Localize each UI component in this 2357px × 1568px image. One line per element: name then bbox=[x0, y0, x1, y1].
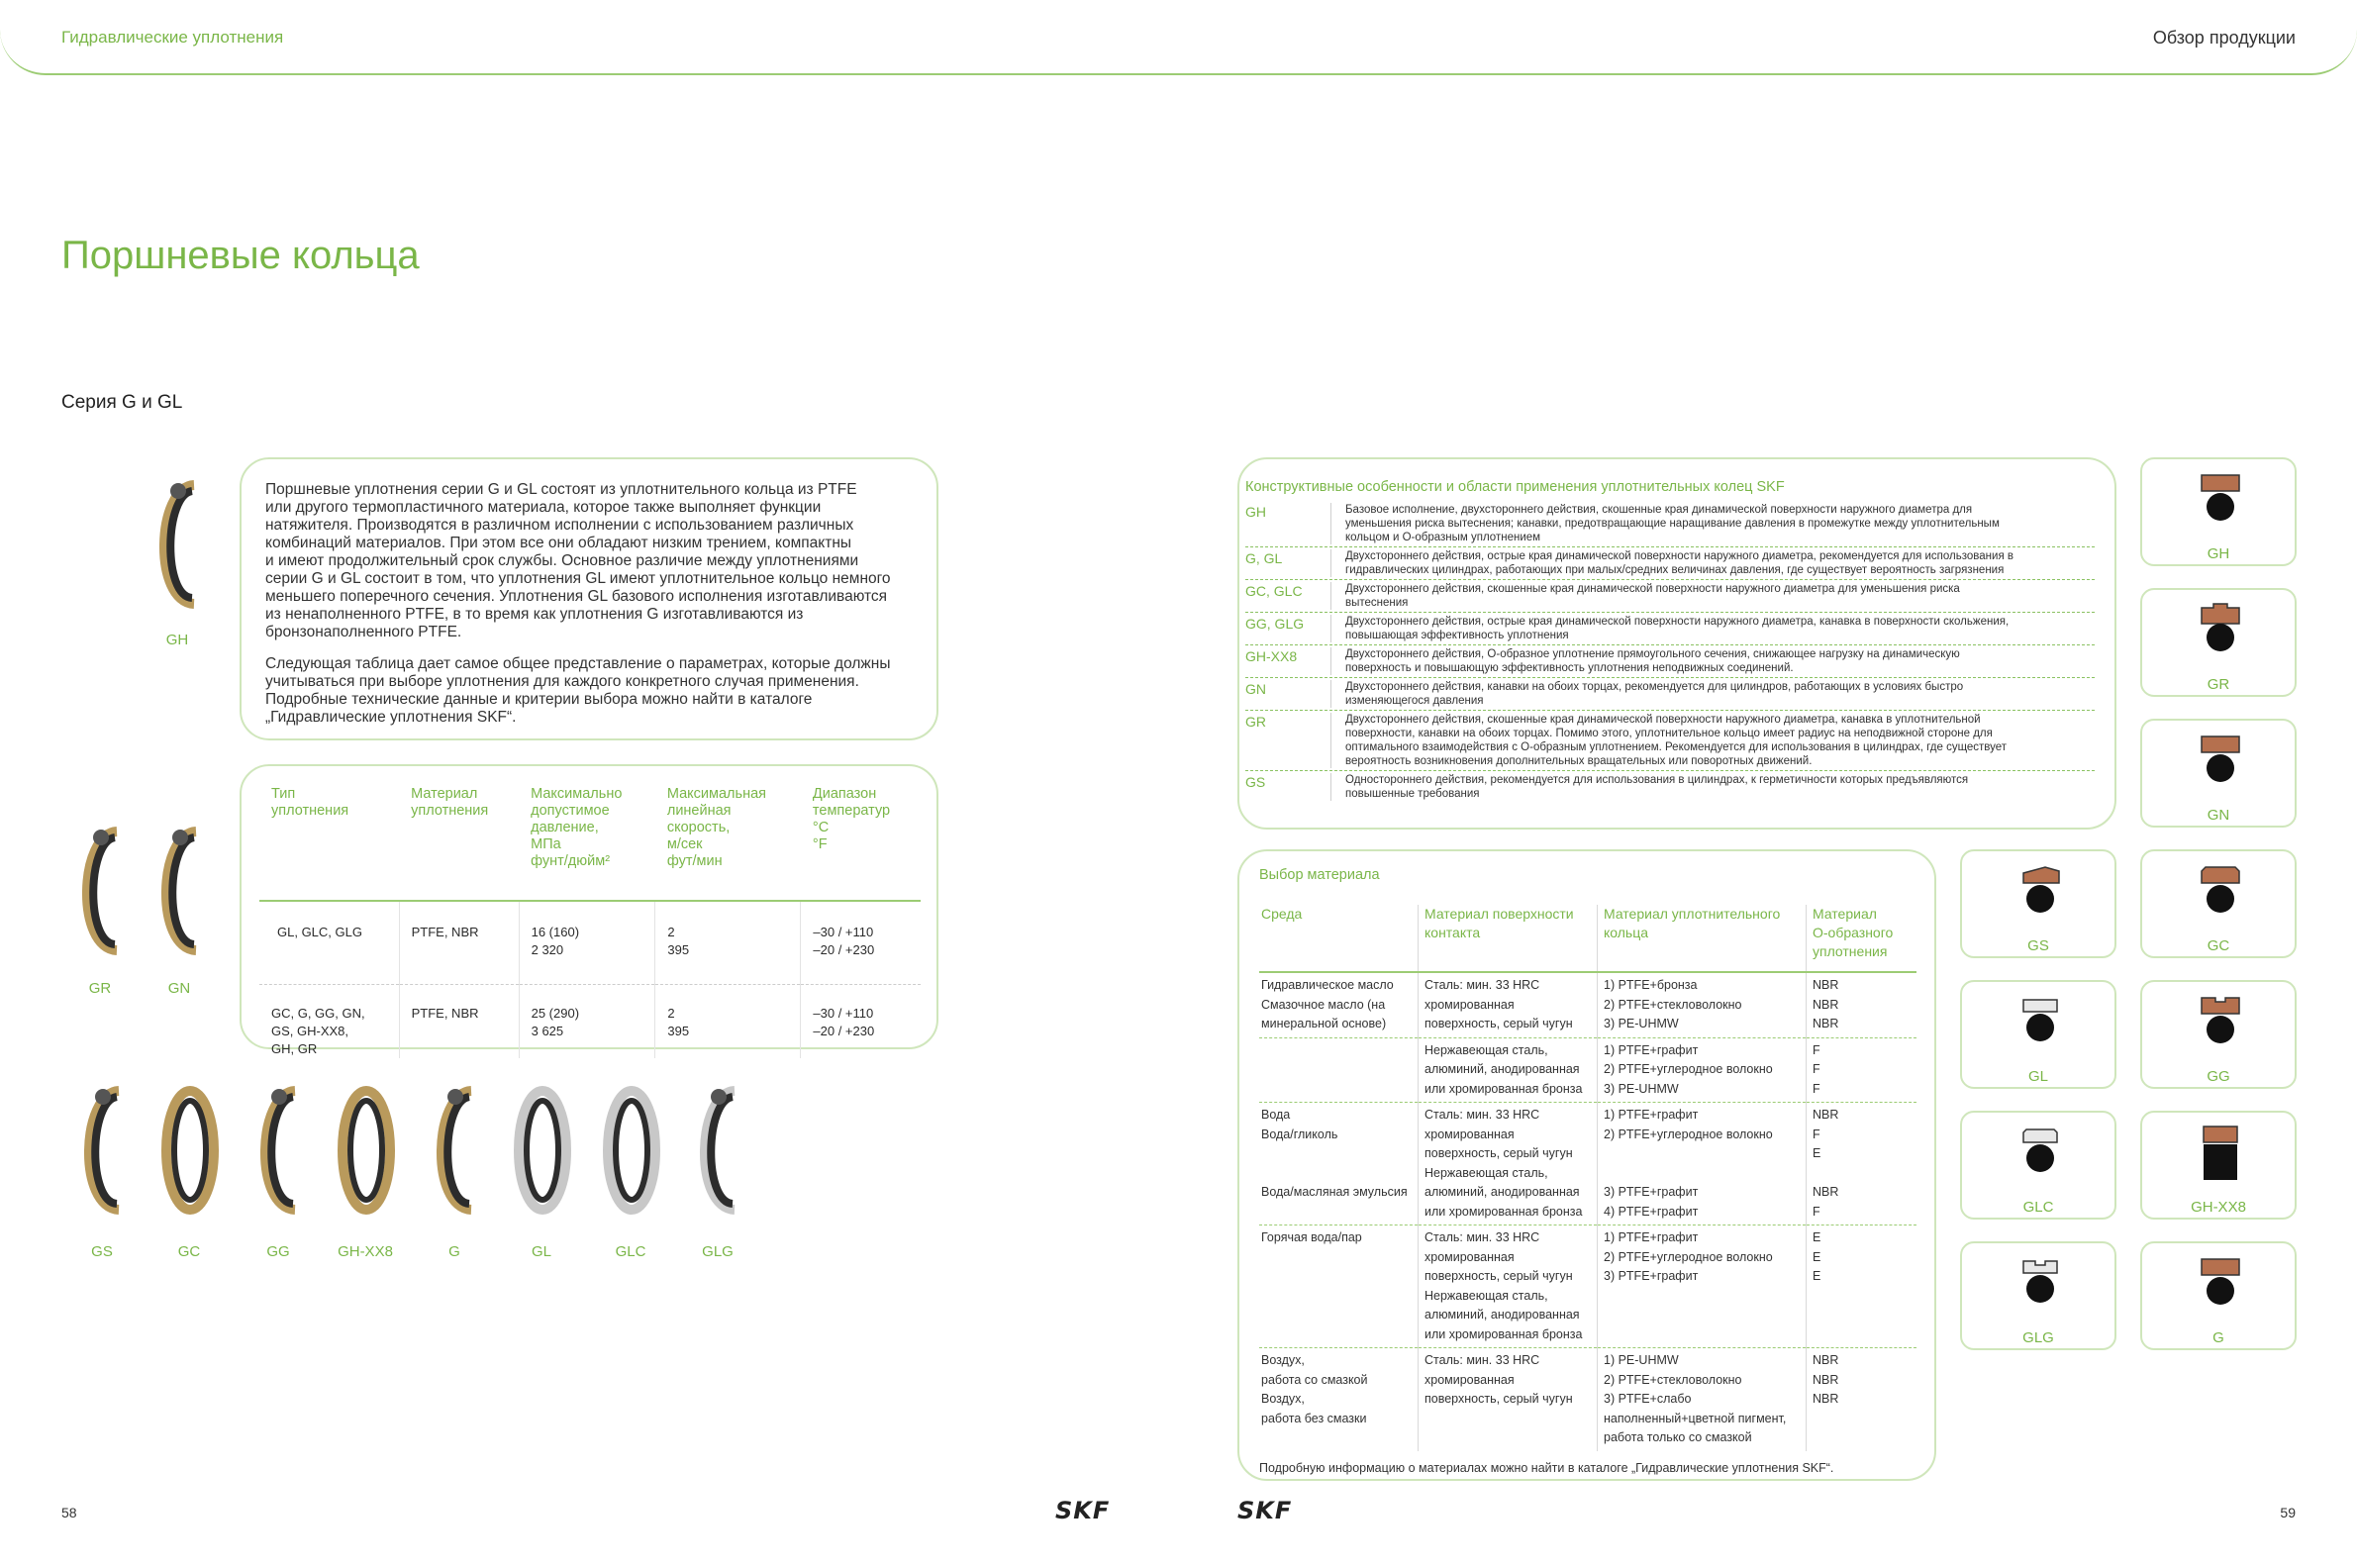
page-title: Поршневые кольца bbox=[61, 234, 420, 277]
materials-cell: E E E bbox=[1807, 1225, 1917, 1348]
params-header-pressure: Максимально допустимое давление, МПа фунт/дюйм² bbox=[531, 786, 623, 869]
profile-tile-gc bbox=[2140, 849, 2297, 958]
profile-tile-gl bbox=[1960, 980, 2116, 1089]
seal-label-gc: GC bbox=[177, 1243, 201, 1260]
intro-box bbox=[240, 457, 938, 740]
gs-profile-icon bbox=[2015, 863, 2065, 923]
feature-desc: Одностороннего действия, рекомендуется для использования в цилиндрах, к герметичности которых предъявляются повышенные требования bbox=[1330, 773, 2095, 801]
profile-label-glc: GLC bbox=[2022, 1199, 2054, 1216]
gh-profile-icon bbox=[2196, 471, 2245, 531]
materials-panel bbox=[1259, 867, 1916, 1475]
params-r2-material: PTFE, NBR bbox=[399, 984, 519, 1058]
header-chapter-title: Обзор продукции bbox=[2152, 28, 2296, 48]
feature-row bbox=[1245, 771, 2095, 803]
materials-header-ring: Материал уплотнительного кольца bbox=[1598, 905, 1807, 972]
params-r2-type: GC, G, GG, GN, GS, GH-XX8, GH, GR bbox=[271, 1005, 365, 1056]
feature-row bbox=[1245, 547, 2095, 580]
params-r1-type: GL, GLC, GLG bbox=[277, 925, 362, 939]
materials-cell: Вода Вода/гликоль Вода/масляная эмульсия bbox=[1261, 1108, 1408, 1199]
params-r2-pressure: 25 (290) 3 625 bbox=[519, 984, 655, 1058]
page-number-right: 59 bbox=[2280, 1505, 2296, 1520]
materials-cell: 1) PTFE+графит 2) PTFE+углеродное волокно 3) PE-UHMW bbox=[1598, 1037, 1807, 1103]
materials-cell: F F F bbox=[1807, 1037, 1917, 1103]
feature-desc: Двухстороннего действия, O-образное уплотнение прямоугольного сечения, снижающее нагрузку на динамическую поверхность и повышающую эффективность уплотнения неподвижных соединений. bbox=[1330, 647, 2095, 675]
profile-label-gh-xx8: GH-XX8 bbox=[2191, 1199, 2246, 1216]
features-panel bbox=[1245, 479, 2095, 803]
skf-logo-right: SKF bbox=[1237, 1497, 1293, 1524]
feature-row bbox=[1245, 613, 2095, 645]
params-r1-material: PTFE, NBR bbox=[399, 901, 519, 984]
seal-label-gh-xx8: GH-XX8 bbox=[338, 1243, 393, 1260]
profile-label-glg: GLG bbox=[2022, 1329, 2054, 1346]
feature-desc: Двухстороннего действия, острые края динамической поверхности наружного диаметра, канавка в поверхности скольжения, повышающая эффективность уплотнения bbox=[1330, 615, 2095, 642]
profile-label-gh: GH bbox=[2207, 545, 2230, 562]
profile-label-gg: GG bbox=[2207, 1068, 2230, 1085]
gs-seal-image bbox=[71, 1083, 135, 1218]
glc-seal-image bbox=[600, 1083, 663, 1218]
feature-code: GS bbox=[1245, 774, 1266, 790]
feature-code: GN bbox=[1245, 681, 1266, 697]
profile-tile-gr bbox=[2140, 588, 2297, 697]
materials-table bbox=[1259, 905, 1916, 1451]
header-section-title: Гидравлические уплотнения bbox=[61, 28, 284, 47]
profile-tile-gg bbox=[2140, 980, 2297, 1089]
feature-code: GG, GLG bbox=[1245, 616, 1305, 632]
feature-row bbox=[1245, 580, 2095, 613]
materials-cell: Сталь: мин. 33 HRC хромированная поверхность, серый чугун bbox=[1419, 1348, 1598, 1451]
feature-row bbox=[1245, 645, 2095, 678]
profile-tile-gh-xx8 bbox=[2140, 1111, 2297, 1220]
gc-profile-icon bbox=[2196, 863, 2245, 923]
feature-code: G, GL bbox=[1245, 550, 1283, 566]
params-header-temp: Диапазон температур °C °F bbox=[812, 786, 891, 852]
params-r1-speed: 2 395 bbox=[655, 901, 801, 984]
feature-desc: Двухстороннего действия, острые края динамической поверхности наружного диаметра, рекомендуется для использования в гидравлических цилиндрах, работающих при малых/средних величинах давления, где существует вероятность загрязнения bbox=[1330, 549, 2095, 577]
intro-paragraph-2: Следующая таблица дает самое общее представление о параметрах, которые должны учитываться при выборе уплотнения для каждого конкретного случая применения. Подробные технические данные и критерии выбора можно найти в каталоге „Гидравлические уплотнения SKF“. bbox=[265, 655, 891, 726]
feature-desc: Двухстороннего действия, канавки на обоих торцах, рекомендуется для цилиндров, работающих в условиях быстро изменяющегося давления bbox=[1330, 680, 2095, 708]
gr-seal-image bbox=[69, 824, 133, 958]
materials-cell: 1) PE-UHMW 2) PTFE+стекловолокно 3) PTFE+слабо наполненный+цветной пигмент, работа только со смазкой bbox=[1598, 1348, 1807, 1451]
seal-gallery bbox=[65, 1083, 778, 1260]
page-number-left: 58 bbox=[61, 1505, 77, 1520]
params-r2-temp: –30 / +110 –20 / +230 bbox=[801, 984, 921, 1058]
gl-profile-icon bbox=[2015, 994, 2065, 1053]
params-table bbox=[259, 786, 921, 1058]
materials-cell: NBR F E NBR F bbox=[1807, 1103, 1917, 1225]
profile-tile-glc bbox=[1960, 1111, 2116, 1220]
gg-profile-icon bbox=[2196, 994, 2245, 1053]
skf-logo-left: SKF bbox=[1055, 1497, 1111, 1524]
seal-label-gl: GL bbox=[531, 1243, 551, 1260]
params-r1-pressure: 16 (160) 2 320 bbox=[519, 901, 655, 984]
seal-label-gs: GS bbox=[91, 1243, 113, 1260]
materials-cell: 1) PTFE+бронза 2) PTFE+стекловолокно 3) PE-UHMW bbox=[1598, 972, 1807, 1037]
gn-seal-image bbox=[148, 824, 212, 958]
profile-label-gc: GC bbox=[2207, 937, 2230, 954]
materials-header-medium: Среда bbox=[1261, 906, 1303, 922]
profile-label-gr: GR bbox=[2207, 676, 2230, 693]
g-seal-image bbox=[424, 1083, 487, 1218]
feature-desc: Двухстороннего действия, скошенные края динамической поверхности наружного диаметра, канавка в уплотнительной поверхности, канавки на обоих торцах. Помимо этого, уплотнительное кольцо имеет радиус на неподвижной стороне для оптимального взаимодействия с O-образным уплотнением. Рекомендуется для использования в цилиндрах, где существует вероятность возникновения дополнительных вращательных или поворотных движений. bbox=[1330, 713, 2095, 768]
materials-row bbox=[1259, 1225, 1916, 1348]
gh-seal-label: GH bbox=[165, 632, 189, 648]
seal-label-gg: GG bbox=[266, 1243, 290, 1260]
seal-label-g: G bbox=[448, 1243, 460, 1260]
gn-profile-icon bbox=[2196, 733, 2245, 792]
materials-cell: Сталь: мин. 33 HRC хромированная поверхность, серый чугун bbox=[1419, 972, 1598, 1037]
materials-header-surface: Материал поверхности контакта bbox=[1419, 905, 1598, 972]
intro-paragraph-1: Поршневые уплотнения серии G и GL состоят из уплотнительного кольца из PTFE или другого термопластичного материала, которое также выполняет функции натяжителя. Производятся в различном исполнении с использованием различных комбинаций материалов. При этом все они обладают низким трением, компактны и имеют продолжительный срок службы. Основное различие между уплотнениями серии G и GL состоит в том, что уплотнения GL имеют уплотнительное кольцо немного меньшего поперечного сечения. Уплотнения GL базового исполнения изготавливаются из ненаполненного PTFE, в то время как уплотнения G изготавливаются из бронзонаполненного PTFE. bbox=[265, 481, 891, 640]
profile-tile-glg bbox=[1960, 1241, 2116, 1350]
gl-seal-image bbox=[511, 1083, 574, 1218]
materials-cell: NBR NBR NBR bbox=[1807, 1348, 1917, 1451]
gr-seal-label: GR bbox=[88, 980, 112, 997]
feature-row bbox=[1245, 711, 2095, 771]
feature-desc: Двухстороннего действия, скошенные края динамической поверхности наружного диаметра для уменьшения риска вытеснения bbox=[1330, 582, 2095, 610]
features-title: Конструктивные особенности и области применения уплотнительных колец SKF bbox=[1245, 479, 1785, 495]
materials-cell: Воздух, работа со смазкой Воздух, работа без смазки bbox=[1261, 1353, 1368, 1425]
feature-code: GH bbox=[1245, 504, 1266, 520]
params-header-type: Тип уплотнения bbox=[271, 786, 349, 819]
materials-cell: NBR NBR NBR bbox=[1807, 972, 1917, 1037]
gh-xx8-profile-icon bbox=[2196, 1125, 2245, 1184]
feature-desc: Базовое исполнение, двухстороннего действия, скошенные края динамической поверхности наружного диаметра для уменьшения риска вытеснения; канавки, предотвращающие наращивание давления в промежутке между уплотнительным кольцом и O-образным уплотнением bbox=[1330, 503, 2095, 544]
materials-header-oring: Материал O-образного уплотнения bbox=[1807, 905, 1917, 972]
materials-cell: 1) PTFE+графит 2) PTFE+углеродное волокно 3) PTFE+графит 4) PTFE+графит bbox=[1598, 1103, 1807, 1225]
feature-row bbox=[1245, 678, 2095, 711]
seal-label-glc: GLC bbox=[615, 1243, 646, 1260]
params-r1-temp: –30 / +110 –20 / +230 bbox=[801, 901, 921, 984]
gh-xx8-seal-image bbox=[335, 1083, 398, 1218]
materials-note: Подробную информацию о материалах можно найти в каталоге „Гидравлические уплотнения SKF“. bbox=[1259, 1460, 1834, 1475]
series-subtitle: Серия G и GL bbox=[61, 392, 183, 413]
materials-row bbox=[1259, 972, 1916, 1037]
profile-tile-gn bbox=[2140, 719, 2297, 828]
feature-code: GH-XX8 bbox=[1245, 648, 1298, 664]
gg-seal-image bbox=[247, 1083, 311, 1218]
materials-row bbox=[1259, 1348, 1916, 1451]
glg-profile-icon bbox=[2015, 1255, 2065, 1315]
materials-cell: Нержавеющая сталь, алюминий, анодированная или хромированная бронза bbox=[1419, 1037, 1598, 1103]
params-r2-speed: 2 395 bbox=[655, 984, 801, 1058]
profile-label-g: G bbox=[2212, 1329, 2224, 1346]
materials-cell: Горячая вода/пар bbox=[1261, 1230, 1362, 1244]
seal-label-glg: GLG bbox=[702, 1243, 734, 1260]
params-header-speed: Максимальная линейная скорость, м/сек фут/мин bbox=[666, 786, 766, 869]
glg-seal-image bbox=[687, 1083, 750, 1218]
glc-profile-icon bbox=[2015, 1125, 2065, 1184]
materials-cell: 1) PTFE+графит 2) PTFE+углеродное волокно 3) PTFE+графит bbox=[1598, 1225, 1807, 1348]
params-header-material: Материал уплотнения bbox=[411, 786, 489, 819]
profile-tile-gh bbox=[2140, 457, 2297, 566]
profile-label-gs: GS bbox=[2027, 937, 2049, 954]
profile-tile-gs bbox=[1960, 849, 2116, 958]
materials-title: Выбор материала bbox=[1259, 867, 1380, 883]
materials-cell: Сталь: мин. 33 HRC хромированная поверхность, серый чугун Нержавеющая сталь, алюминий, анодированная или хромированная бронза bbox=[1419, 1103, 1598, 1225]
materials-row bbox=[1259, 1037, 1916, 1103]
materials-cell: Гидравлическое масло Смазочное масло (на минеральной основе) bbox=[1261, 978, 1394, 1030]
feature-code: GC, GLC bbox=[1245, 583, 1303, 599]
gc-seal-image bbox=[158, 1083, 222, 1218]
materials-cell: Сталь: мин. 33 HRC хромированная поверхность, серый чугун Нержавеющая сталь, алюминий, анодированная или хромированная бронза bbox=[1419, 1225, 1598, 1348]
profile-tile-g bbox=[2140, 1241, 2297, 1350]
materials-cell bbox=[1259, 1037, 1419, 1103]
feature-code: GR bbox=[1245, 714, 1266, 730]
g-profile-icon bbox=[2196, 1255, 2245, 1315]
gh-seal-image bbox=[147, 477, 210, 612]
params-table-box bbox=[240, 764, 938, 1056]
gn-seal-label: GN bbox=[167, 980, 191, 997]
profile-label-gn: GN bbox=[2207, 807, 2230, 824]
materials-row bbox=[1259, 1103, 1916, 1225]
header-rule bbox=[0, 0, 2357, 75]
gr-profile-icon bbox=[2196, 602, 2245, 661]
profile-label-gl: GL bbox=[2027, 1068, 2048, 1085]
feature-row bbox=[1245, 501, 2095, 547]
